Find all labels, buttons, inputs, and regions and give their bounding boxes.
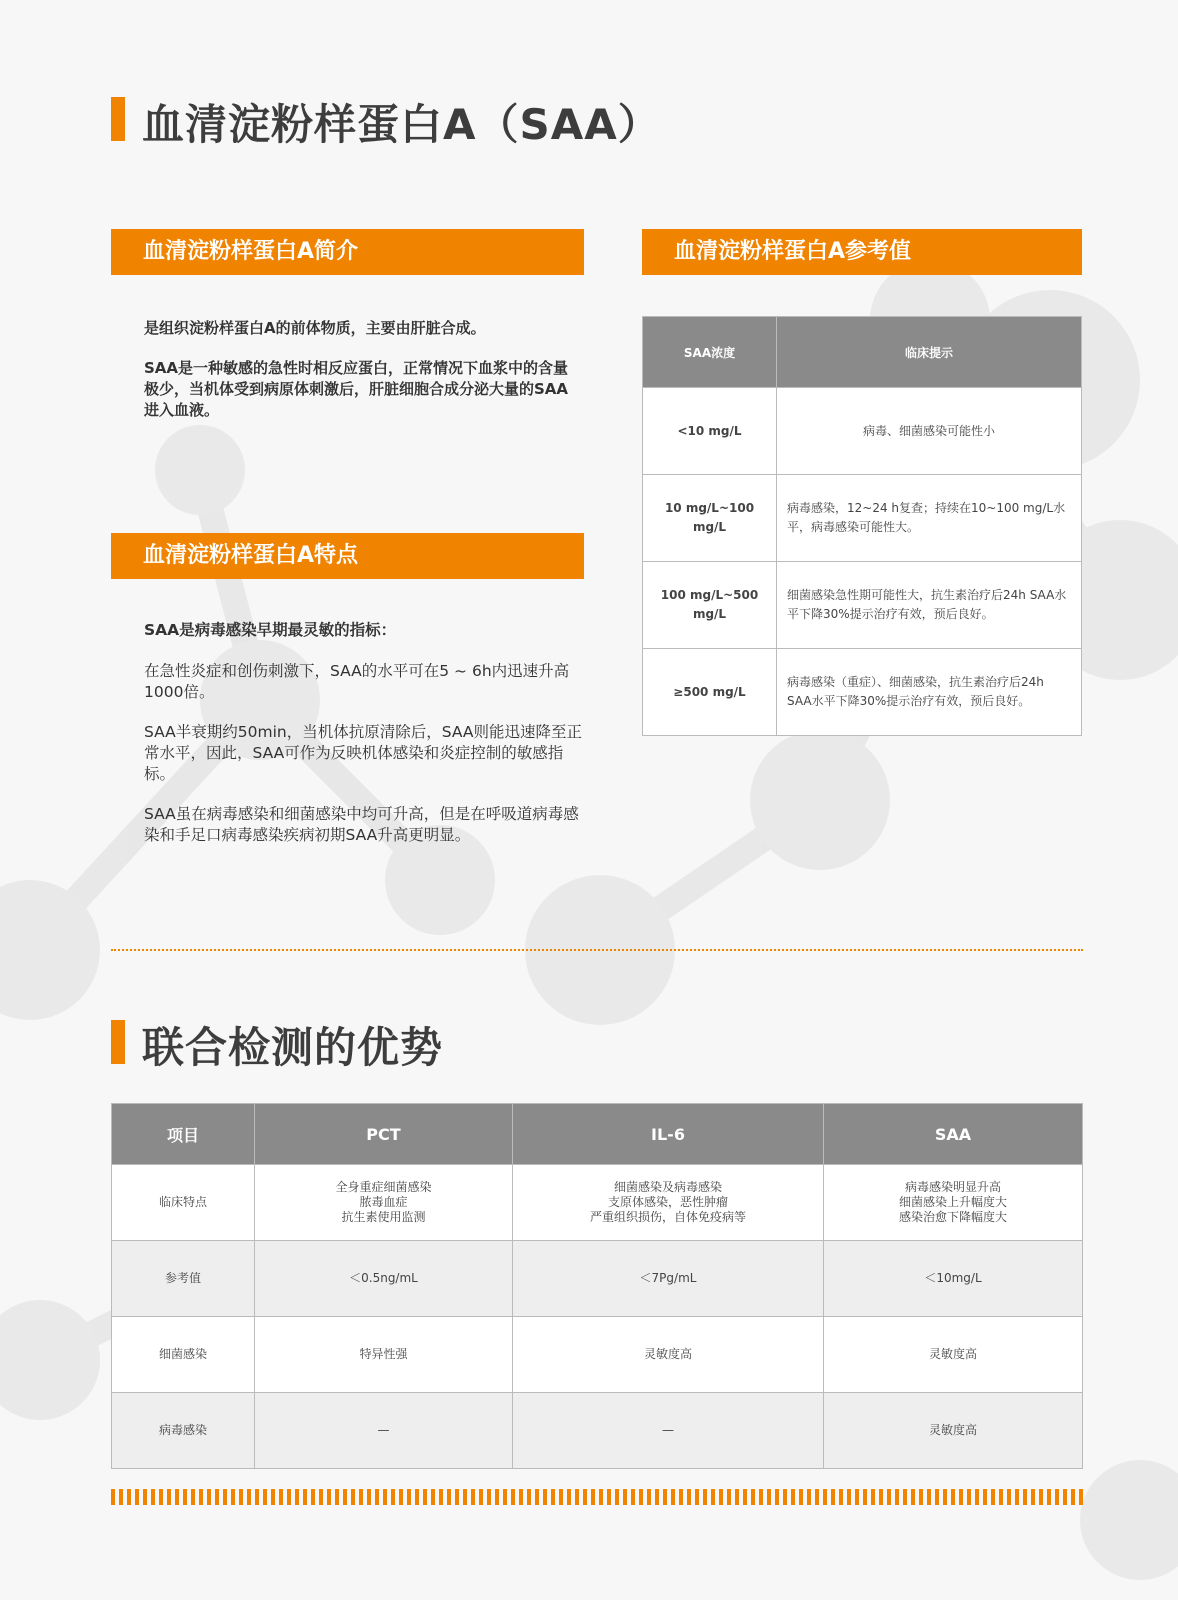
cell-line: 严重组织损伤，自体免疫病等 xyxy=(589,1210,746,1224)
pct-cell xyxy=(255,1165,513,1241)
page-title: 血清淀粉样蛋白A（SAA） xyxy=(142,100,661,149)
comparison-col-header: IL-6 xyxy=(513,1104,824,1165)
reference-heading: 血清淀粉样蛋白A参考值 xyxy=(642,229,1082,275)
clinical-hint: 病毒感染（重症）、细菌感染，抗生素治疗后24h SAA水平下降30%提示治疗有效，预后良好。 xyxy=(777,649,1082,736)
intro-heading: 血清淀粉样蛋白A简介 xyxy=(111,229,584,275)
saa-cell: 灵敏度高 xyxy=(824,1317,1083,1393)
reference-table xyxy=(642,316,1082,736)
table-row xyxy=(643,562,1082,649)
table-row xyxy=(112,1393,1083,1469)
saa-cell: ＜10mg/L xyxy=(824,1241,1083,1317)
pct-cell: ＜0.5ng/mL xyxy=(255,1241,513,1317)
features-paragraph: 在急性炎症和创伤刺激下，SAA的水平可在5 ~ 6h内迅速升高1000倍。 xyxy=(144,662,570,701)
features-paragraph: SAA半衰期约50min，当机体抗原清除后，SAA则能迅速降至正常水平，因此，SAA可作为反映机体感染和炎症控制的敏感指标。 xyxy=(144,723,582,783)
features-paragraph: SAA虽在病毒感染和细菌感染中均可升高，但是在呼吸道病毒感染和手足口病毒感染疾病初期SAA升高更明显。 xyxy=(144,805,579,844)
table-row xyxy=(643,649,1082,736)
clinical-hint: 病毒感染，12~24 h复查；持续在10~100 mg/L水平，病毒感染可能性大。 xyxy=(777,475,1082,562)
title-accent-bar xyxy=(111,97,125,141)
advantage-title: 联合检测的优势 xyxy=(142,1023,444,1072)
footer-stripe xyxy=(111,1489,1083,1505)
table-row xyxy=(112,1317,1083,1393)
table-row xyxy=(112,1241,1083,1317)
cell-line: 感染治愈下降幅度大 xyxy=(898,1210,1007,1224)
comparison-col-header: SAA xyxy=(824,1104,1083,1165)
saa-range: ≥500 mg/L xyxy=(643,649,777,736)
cell-line: 脓毒血症 xyxy=(359,1195,408,1209)
cell-line: 细菌感染及病毒感染 xyxy=(613,1180,722,1194)
reference-col-header: 临床提示 xyxy=(777,317,1082,388)
cell-line: 抗生素使用监测 xyxy=(341,1210,426,1224)
cell-line: 支原体感染，恶性肿瘤 xyxy=(607,1195,728,1209)
il6-cell: 灵敏度高 xyxy=(513,1317,824,1393)
saa-range: 10 mg/L~100 mg/L xyxy=(643,475,777,562)
clinical-hint: 细菌感染急性期可能性大，抗生素治疗后24h SAA水平下降30%提示治疗有效，预后良好。 xyxy=(777,562,1082,649)
saa-cell xyxy=(824,1165,1083,1241)
il6-cell: ＜7Pg/mL xyxy=(513,1241,824,1317)
intro-paragraph: 是组织淀粉样蛋白A的前体物质，主要由肝脏合成。 xyxy=(144,319,486,337)
intro-text xyxy=(144,318,574,440)
row-label: 病毒感染 xyxy=(112,1393,255,1469)
saa-range: <10 mg/L xyxy=(643,388,777,475)
clinical-hint: 病毒、细菌感染可能性小 xyxy=(777,388,1082,475)
table-row xyxy=(112,1165,1083,1241)
saa-range: 100 mg/L~500 mg/L xyxy=(643,562,777,649)
comparison-table xyxy=(111,1103,1083,1469)
saa-cell: 灵敏度高 xyxy=(824,1393,1083,1469)
cell-line: 细菌感染上升幅度大 xyxy=(898,1195,1007,1209)
il6-cell: — xyxy=(513,1393,824,1469)
row-label: 临床特点 xyxy=(112,1165,255,1241)
pct-cell: — xyxy=(255,1393,513,1469)
features-heading: 血清淀粉样蛋白A特点 xyxy=(111,533,584,579)
pct-cell: 特异性强 xyxy=(255,1317,513,1393)
intro-paragraph: SAA是一种敏感的急性时相反应蛋白，正常情况下血浆中的含量极少，当机体受到病原体刺激后，肝脏细胞合成分泌大量的SAA进入血液。 xyxy=(144,359,569,419)
comparison-col-header: PCT xyxy=(255,1104,513,1165)
features-text xyxy=(144,620,584,865)
cell-line: 全身重症细菌感染 xyxy=(335,1180,432,1194)
features-lead: SAA是病毒感染早期最灵敏的指标： xyxy=(144,621,397,639)
table-row xyxy=(643,388,1082,475)
il6-cell xyxy=(513,1165,824,1241)
dotted-divider xyxy=(111,949,1083,951)
title-accent-bar xyxy=(111,1020,125,1064)
table-row xyxy=(643,475,1082,562)
cell-line: 病毒感染明显升高 xyxy=(904,1180,1001,1194)
comparison-col-header: 项目 xyxy=(112,1104,255,1165)
row-label: 参考值 xyxy=(112,1241,255,1317)
row-label: 细菌感染 xyxy=(112,1317,255,1393)
reference-col-header: SAA浓度 xyxy=(643,317,777,388)
